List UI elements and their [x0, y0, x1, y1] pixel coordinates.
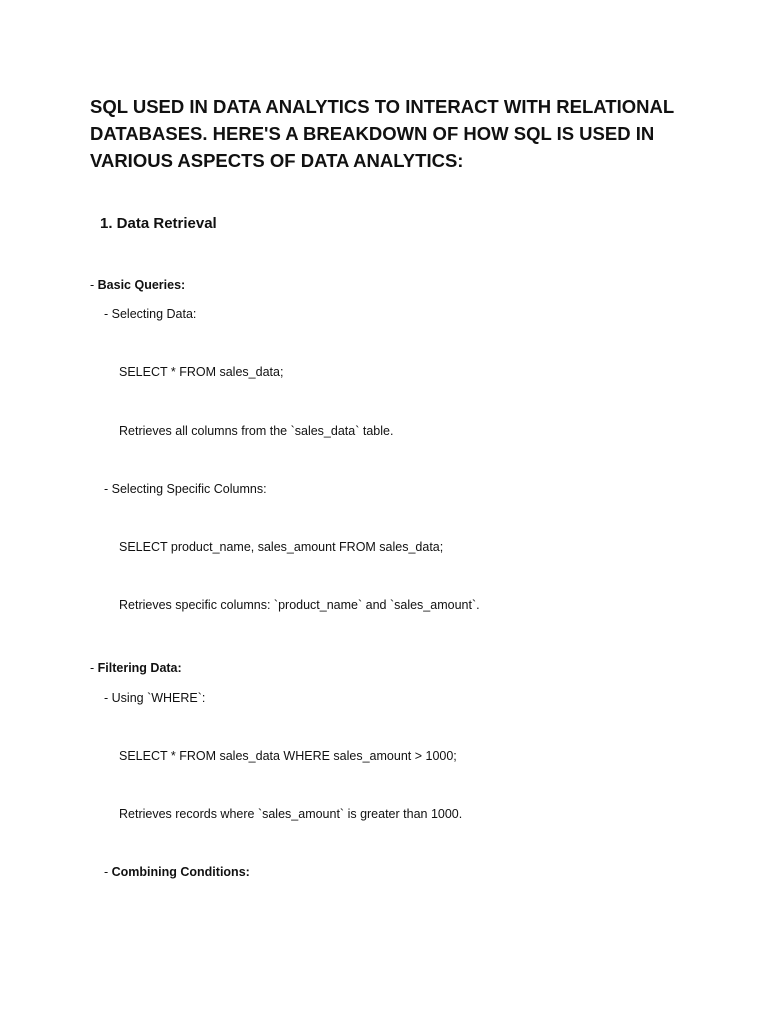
bullet-dash: - [90, 278, 98, 292]
query-select-columns-description: Retrieves specific columns: `product_name` and `sales_amount`. [119, 598, 480, 612]
query-select-all: SELECT * FROM sales_data; [119, 365, 284, 379]
section-heading: 1. Data Retrieval [100, 215, 217, 232]
selecting-data-label: - Selecting Data: [104, 307, 197, 321]
document-title: SQL USED IN DATA ANALYTICS TO INTERACT WITH RELATIONAL DATABASES. HERE'S A BREAKDOWN OF HOW SQL IS USED IN VARIOUS ASPECTS OF DATA ANALYTICS: [90, 96, 674, 171]
query-where-description: Retrieves records where `sales_amount` is greater than 1000. [119, 807, 463, 821]
filtering-data-label [90, 661, 182, 675]
query-select-columns: SELECT product_name, sales_amount FROM sales_data; [119, 540, 444, 554]
using-where-label: - Using `WHERE`: [104, 691, 206, 705]
combining-conditions-label [104, 865, 250, 879]
selecting-columns-label: - Selecting Specific Columns: [104, 482, 267, 496]
bullet-dash: - [104, 865, 112, 879]
query-select-all-description: Retrieves all columns from the `sales_data` table. [119, 424, 394, 438]
combining-conditions-title: Combining Conditions: [111, 865, 250, 879]
query-where: SELECT * FROM sales_data WHERE sales_amount > 1000; [119, 749, 457, 763]
filtering-data-title: Filtering Data: [97, 661, 182, 675]
basic-queries-title: Basic Queries: [97, 278, 186, 292]
bullet-dash: - [90, 661, 98, 675]
basic-queries-label [90, 278, 185, 292]
